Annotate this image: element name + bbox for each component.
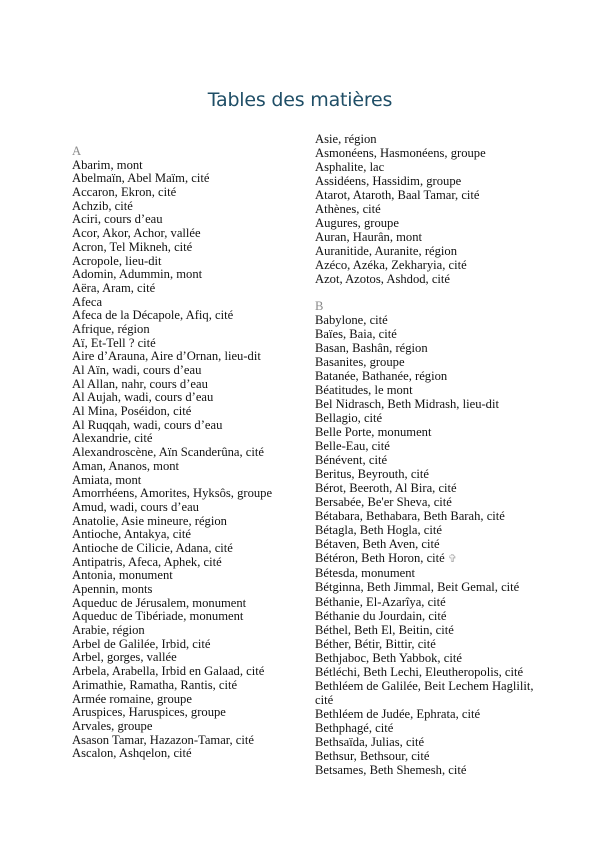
toc-entry[interactable]: Béthanie, El-Azarîya, cité — [315, 594, 446, 609]
toc-entry[interactable]: Antioche, Antakya, cité — [72, 527, 191, 542]
toc-entry[interactable]: Bétesda, monument — [315, 566, 416, 581]
toc-entry[interactable]: Arbel de Galilée, Irbid, cité — [72, 636, 211, 651]
toc-entry[interactable]: Bétginna, Beth Jimmal, Beit Gemal, cité — [315, 580, 520, 595]
toc-entry[interactable]: Belle-Eau, cité — [315, 438, 390, 453]
toc-entry[interactable]: Aciri, cours d’eau — [72, 212, 163, 227]
toc-entry[interactable]: Béther, Bétir, Bittir, cité — [315, 636, 436, 651]
toc-entry[interactable]: Arbela, Arabella, Irbid en Galaad, cité — [72, 664, 265, 679]
toc-entry[interactable]: Béthel, Beth El, Beitin, cité — [315, 622, 454, 637]
toc-entry[interactable]: Asie, région — [315, 132, 377, 146]
toc-entry[interactable]: Acron, Tel Mikneh, cité — [72, 239, 193, 254]
toc-entry[interactable]: Bétagla, Beth Hogla, cité — [315, 523, 442, 538]
toc-entry[interactable]: Alexandroscène, Aïn Scanderûna, cité — [72, 445, 264, 460]
toc-entry[interactable]: Ascalon, Ashqelon, cité — [72, 746, 192, 761]
toc-entry[interactable]: Bethjaboc, Beth Yabbok, cité — [315, 650, 462, 665]
toc-entry[interactable]: Belle Porte, monument — [315, 424, 432, 439]
toc-entry[interactable]: Basan, Bashân, région — [315, 340, 428, 355]
toc-entry[interactable]: Bellagio, cité — [315, 410, 383, 425]
toc-entry[interactable]: Azéco, Azéka, Zekharyia, cité — [315, 258, 467, 273]
toc-entry[interactable]: Bethsaïda, Julias, cité — [315, 734, 425, 749]
toc-entry[interactable]: Asason Tamar, Hazazon-Tamar, cité — [72, 732, 254, 747]
toc-entry[interactable]: Aire d’Arauna, Aire d’Ornan, lieu-dit — [72, 349, 261, 364]
toc-entry[interactable]: Beritus, Beyrouth, cité — [315, 467, 430, 482]
toc-entry[interactable]: Achzib, cité — [72, 198, 133, 213]
toc-entry[interactable]: Aqueduc de Tibériade, monument — [72, 609, 244, 624]
toc-entry[interactable]: Athènes, cité — [315, 202, 381, 217]
toc-entry[interactable]: Betsames, Beth Shemesh, cité — [315, 763, 467, 778]
toc-entry[interactable]: Antioche de Cilicie, Adana, cité — [72, 540, 233, 555]
toc-entry[interactable]: Arbel, gorges, vallée — [72, 650, 177, 665]
toc-entry[interactable]: Al Mina, Poséidon, cité — [72, 404, 192, 419]
toc-entry[interactable]: Bethsur, Bethsour, cité — [315, 749, 430, 764]
toc-entry[interactable]: Bétabara, Bethabara, Beth Barah, cité — [315, 509, 505, 524]
toc-entry[interactable]: Bénévent, cité — [315, 453, 388, 468]
section-letter-a: A — [72, 144, 82, 158]
toc-entry[interactable]: Arimathie, Ramatha, Rantis, cité — [72, 677, 238, 692]
toc-column-right — [315, 132, 555, 777]
toc-entry[interactable]: Bérot, Beeroth, Al Bira, cité — [315, 481, 457, 496]
section-spacer — [315, 287, 555, 299]
toc-entry[interactable]: Aëra, Aram, cité — [72, 280, 156, 295]
toc-column-left — [72, 145, 302, 761]
toc-entry[interactable]: Babylone, cité — [315, 312, 388, 327]
toc-entry[interactable]: Bétléchi, Beth Lechi, Eleutheropolis, cité — [315, 664, 524, 679]
toc-entry[interactable]: Amiata, mont — [72, 472, 142, 487]
toc-entry-continuation[interactable]: cité — [315, 692, 334, 707]
toc-entry[interactable]: Abelmaïn, Abel Maïm, cité — [72, 171, 210, 186]
toc-entry[interactable]: Azot, Azotos, Ashdod, cité — [315, 272, 451, 287]
page-title: Tables des matières — [207, 89, 393, 111]
toc-entry[interactable]: Al Ruqqah, wadi, cours d’eau — [72, 417, 223, 432]
toc-entry[interactable]: Al Aujah, wadi, cours d’eau — [72, 390, 214, 405]
toc-entry[interactable]: Bétaven, Beth Aven, cité — [315, 537, 440, 552]
toc-entry[interactable]: Baïes, Baia, cité — [315, 326, 397, 341]
toc-entry[interactable]: Asmonéens, Hasmonéens, groupe — [315, 146, 486, 161]
toc-entry[interactable]: Aï, Et-Tell ? cité — [72, 335, 156, 350]
section-letter-b: B — [315, 298, 324, 313]
toc-entry[interactable]: Augures, groupe — [315, 216, 399, 231]
toc-entry[interactable]: Bel Nidrasch, Beth Midrash, lieu-dit — [315, 396, 499, 411]
toc-entry[interactable]: Amud, wadi, cours d’eau — [72, 499, 199, 514]
toc-entry[interactable] — [315, 551, 555, 566]
toc-entry[interactable]: Acor, Akor, Achor, vallée — [72, 226, 201, 241]
toc-entry[interactable]: Bethléem de Galilée, Beit Lechem Haglilit, — [315, 678, 534, 693]
toc-entry[interactable]: Bethphagé, cité — [315, 720, 394, 735]
toc-entry[interactable]: Accaron, Ekron, cité — [72, 185, 177, 200]
toc-entry[interactable]: Basanites, groupe — [315, 354, 405, 369]
toc-entry[interactable]: Atarot, Ataroth, Baal Tamar, cité — [315, 188, 480, 203]
toc-entry[interactable]: Acropole, lieu-dit — [72, 253, 162, 268]
toc-entry[interactable]: Alexandrie, cité — [72, 431, 153, 446]
toc-entry[interactable]: Arvales, groupe — [72, 718, 153, 733]
toc-entry[interactable]: Afeca — [72, 294, 103, 309]
cross-icon: ✞ — [447, 553, 458, 566]
toc-entry[interactable]: Al Aïn, wadi, cours d’eau — [72, 363, 202, 377]
toc-entry[interactable]: Auranitide, Auranite, région — [315, 244, 457, 259]
toc-entry[interactable]: Apennin, monts — [72, 582, 153, 596]
toc-entry-text: Bétéron, Beth Horon, cité — [315, 551, 445, 566]
toc-entry[interactable]: Aman, Ananos, mont — [72, 458, 180, 473]
toc-entry[interactable]: Antipatris, Afeca, Aphek, cité — [72, 554, 222, 569]
toc-entry[interactable]: Afrique, région — [72, 321, 150, 336]
toc-entry[interactable]: Auran, Haurân, mont — [315, 230, 423, 245]
toc-entry[interactable]: Amorrhéens, Amorites, Hyksôs, groupe — [72, 486, 273, 501]
toc-entry[interactable]: Anatolie, Asie mineure, région — [72, 513, 227, 528]
toc-entry[interactable]: Aruspices, Haruspices, groupe — [72, 705, 226, 720]
toc-entry[interactable]: Bersabée, Be'er Sheva, cité — [315, 495, 452, 510]
toc-entry[interactable]: Béatitudes, le mont — [315, 382, 413, 397]
toc-entry[interactable]: Arabie, région — [72, 623, 145, 638]
toc-entry[interactable]: Béthanie du Jourdain, cité — [315, 608, 447, 623]
toc-entry[interactable]: Antonia, monument — [72, 568, 173, 583]
toc-entry[interactable]: Al Allan, nahr, cours d’eau — [72, 376, 208, 391]
toc-entry[interactable]: Armée romaine, groupe — [72, 691, 192, 706]
toc-entry[interactable]: Batanée, Bathanée, région — [315, 368, 448, 383]
toc-entry[interactable]: Assidéens, Hassidim, groupe — [315, 174, 462, 189]
toc-entry[interactable]: Asphalite, lac — [315, 160, 385, 175]
toc-entry[interactable]: Abarim, mont — [72, 157, 143, 172]
toc-entry[interactable]: Afeca de la Décapole, Afiq, cité — [72, 308, 234, 323]
toc-entry[interactable]: Bethléem de Judée, Ephrata, cité — [315, 706, 481, 721]
toc-entry[interactable]: Aqueduc de Jérusalem, monument — [72, 595, 247, 610]
toc-entry[interactable]: Adomin, Adummin, mont — [72, 267, 203, 282]
